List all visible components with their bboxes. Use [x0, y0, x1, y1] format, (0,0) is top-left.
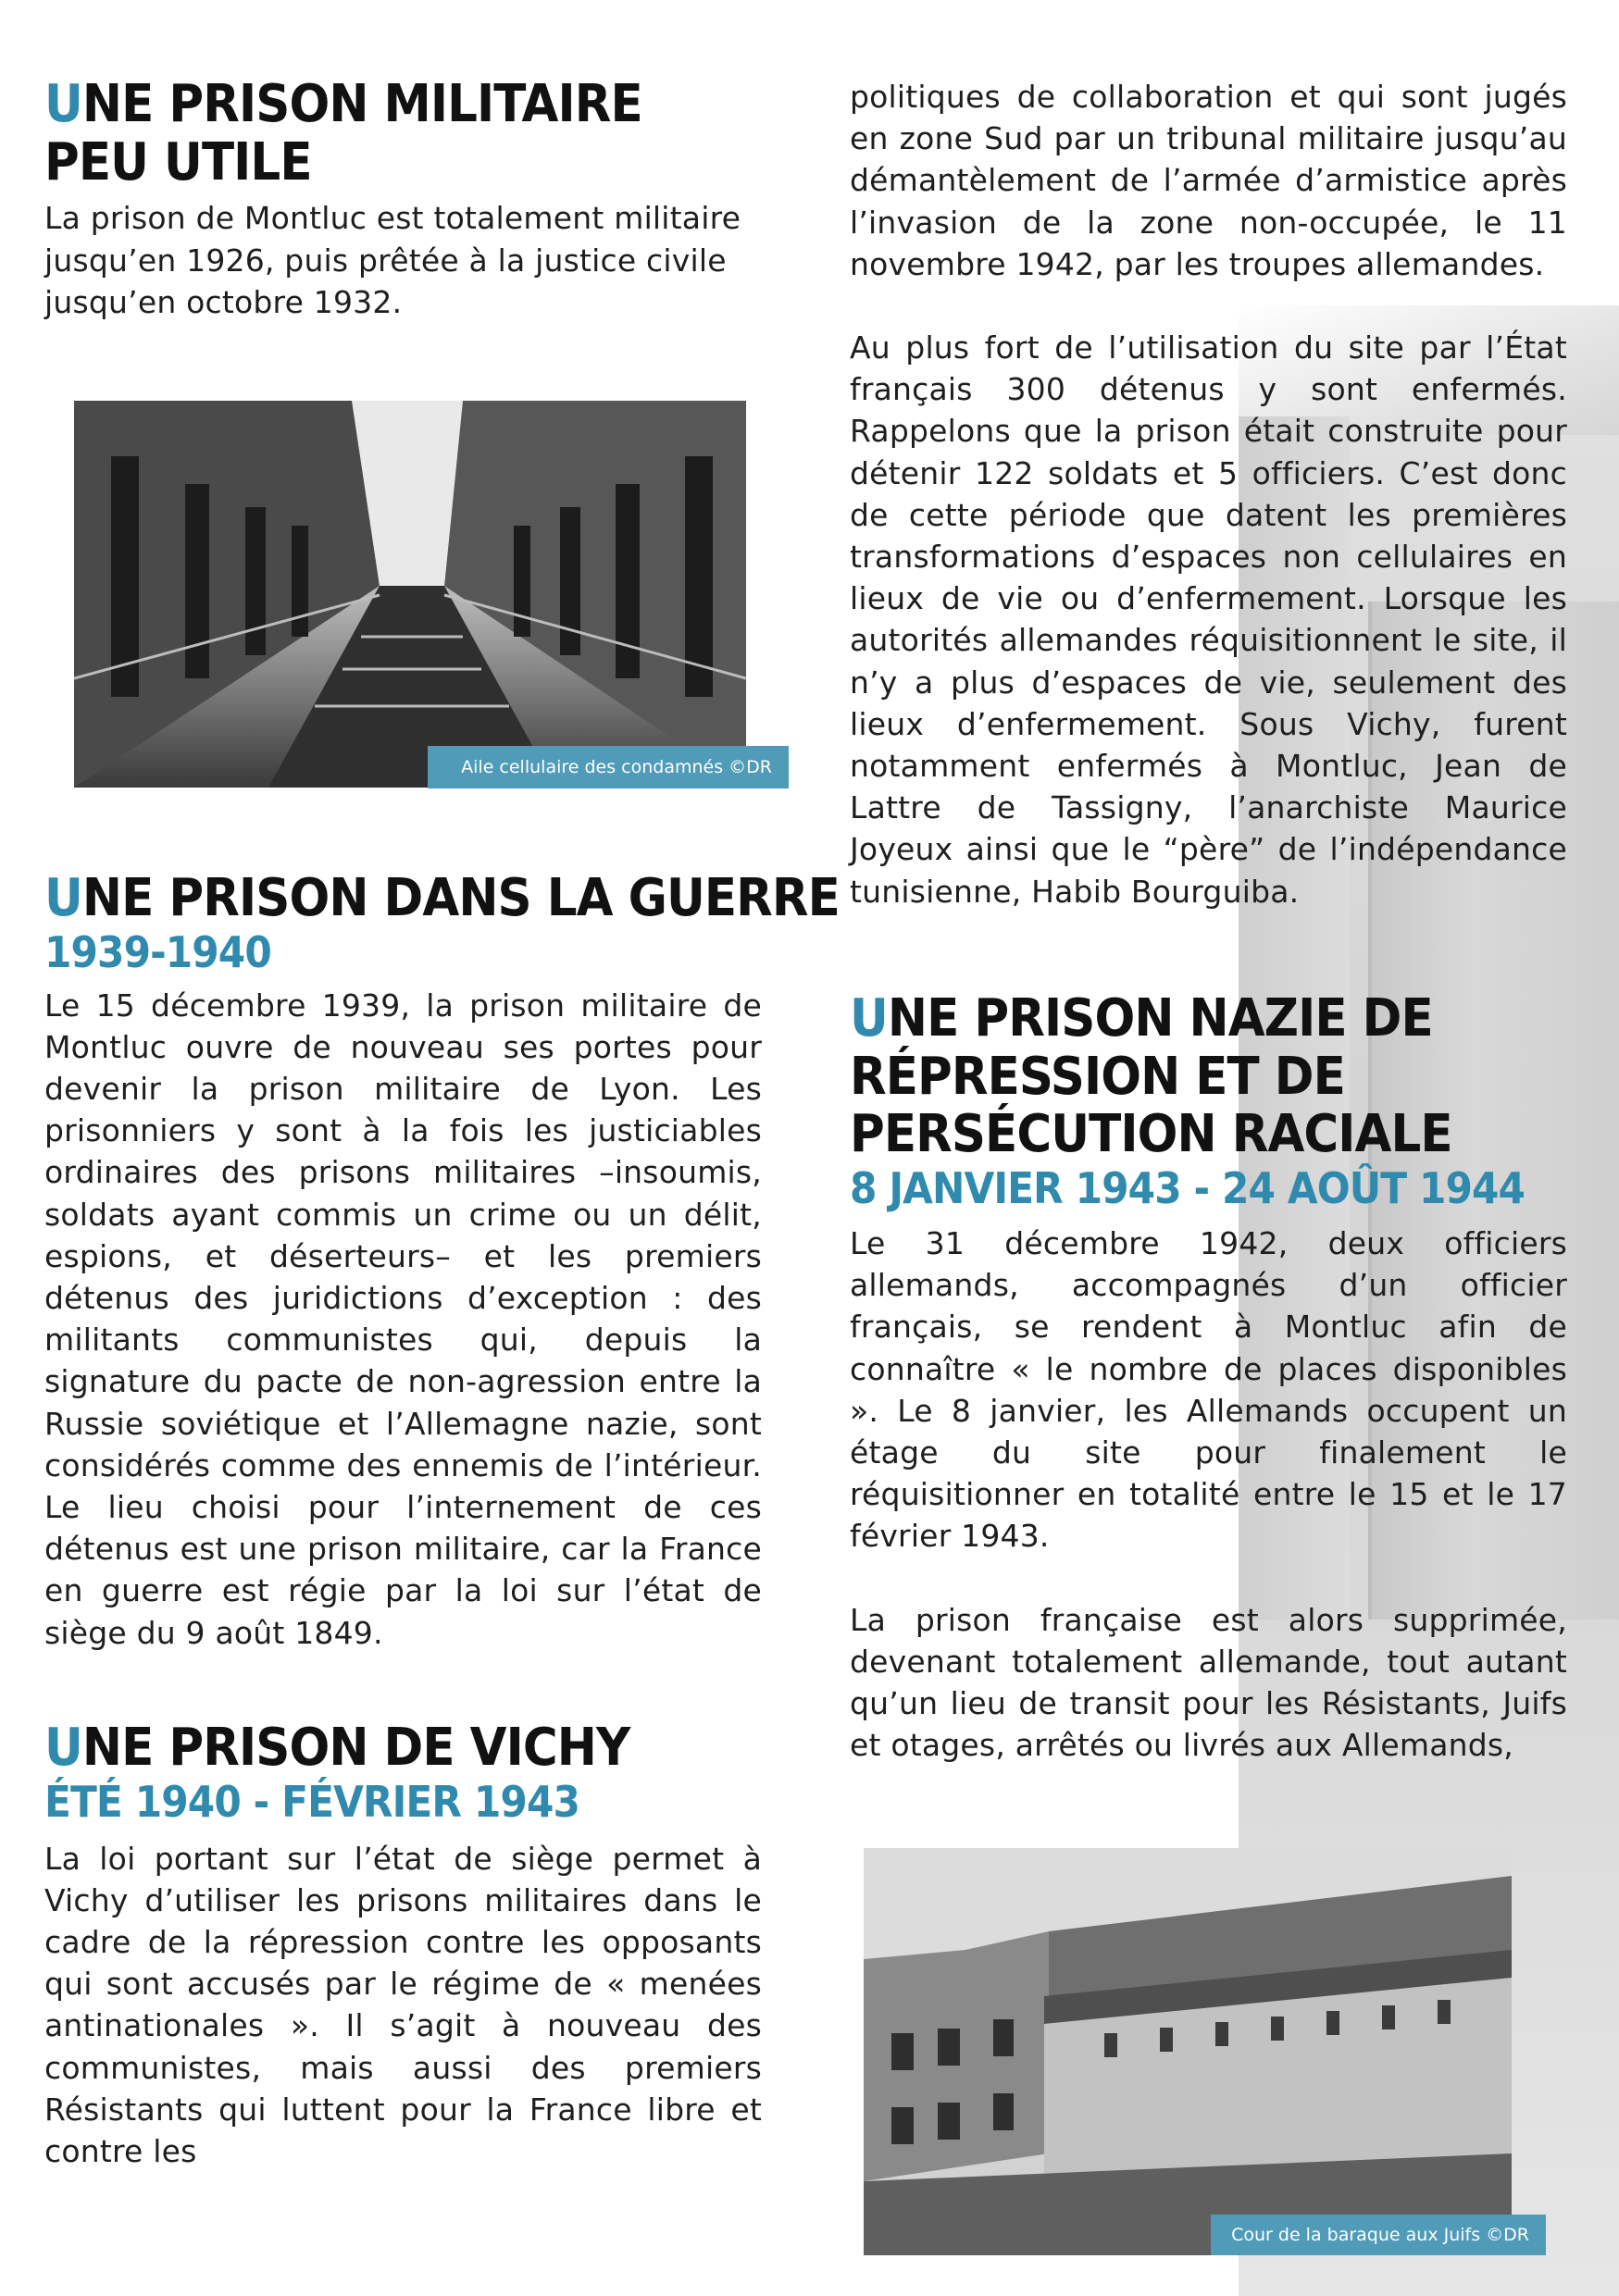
- section-prison-vichy: [44, 1719, 762, 2172]
- photo-caption: Aile cellulaire des condamnés ©DR: [428, 746, 789, 788]
- photo-courtyard: [864, 1848, 1512, 2255]
- section-title-line2: RÉPRESSION ET DE: [850, 1046, 1345, 1107]
- section-prison-guerre: [44, 868, 840, 1654]
- section-prison-nazie: [850, 990, 1567, 1766]
- section-title: UNE PRISON MILITAIRE: [44, 74, 642, 134]
- photo-cell-wing: [74, 401, 746, 788]
- section-subtitle: ÉTÉ 1940 - FÉVRIER 1943: [44, 1776, 580, 1827]
- section-body: La loi portant sur l’état de siège permet à Vichy d’utiliser les prisons militaires dans le cadre de la répression contre les opposants qui sont accusés par le régime de « menées antinationales ». Il s’agit à nouveau des communistes, mais aussi des premiers Résistants qui luttent pour la France libre et contre les: [44, 1840, 762, 2170]
- section-title: UNE PRISON NAZIE DE: [850, 988, 1433, 1049]
- section-body: Le 31 décembre 1942, deux officiers allemands, accompagnés d’un officier français, se rendent à Montluc afin de connaître « le nombre de places disponibles ». Le 8 janvier, les Allemands occupent un étage du site pour finalement le réquisitionner en totalité entre le 15 et le 17 février 1943.: [850, 1225, 1567, 1555]
- section-title-line3: PERSÉCUTION RACIALE: [850, 1104, 1452, 1165]
- corridor-image: [74, 401, 746, 788]
- section-body: La prison de Montluc est totalement militaire jusqu’en 1926, puis prêtée à la justice civile jusqu’en octobre 1932.: [44, 200, 741, 320]
- section-title-line2: PEU UTILE: [44, 131, 312, 192]
- section-title: UNE PRISON DE VICHY: [44, 1718, 630, 1778]
- section-body: politiques de collaboration et qui sont jugés en zone Sud par un tribunal militaire jusqu’au démantèlement de l’armée d’armistice après l’invasion de la zone non-occupée, le 11 novembre 1942, par les troupes allemandes.: [850, 79, 1567, 282]
- section-body-2: La prison française est alors supprimée, devenant totalement allemande, tout autant qu’un lieu de transit pour les Résistants, Juifs et otages, arrêtés ou livrés aux Allemands,: [850, 1601, 1567, 1764]
- section-vichy-continued: [850, 76, 1567, 912]
- section-body: Le 15 décembre 1939, la prison militaire de Montluc ouvre de nouveau ses portes pour devenir la prison militaire de Lyon. Les prisonniers y sont à la fois les justiciables ordinaires des prisons militaires –insoumis, soldats ayant commis un crime ou un délit, espions, et déserteurs– et les premiers détenus des juridictions d’exception : des militants communistes qui, depuis la signature du pacte de non-agression entre la Russie soviétique et l’Allemagne nazie, sont considérés comme des ennemis de l’intérieur. Le lieu choisi pour l’internement de ces détenus est une prison militaire, car la France en guerre est régie par la loi sur l’état de siège du 9 août 1849.: [44, 987, 762, 1651]
- courtyard-image: [864, 1848, 1512, 2255]
- section-body-2: Au plus fort de l’utilisation du site par l’État français 300 détenus y sont enfermés. Rappelons que la prison était construite pour détenir 122 soldats et 5 officiers. C’est donc de cette période que datent les premières transformations d’espaces non cellulaires en lieux de vie ou d’enfermement. Lorsque les autorités allemandes réquisitionnent le site, il n’y a plus d’espaces de vie, seulement des lieux d’enfermement. Sous Vichy, furent notamment enfermés à Montluc, Jean de Lattre de Tassigny, l’anarchiste Maurice Joyeux ainsi que le “père” de l’indépendance tunisienne, Habib Bourguiba.: [850, 329, 1567, 910]
- section-subtitle: 1939-1940: [44, 926, 271, 977]
- photo-caption: Cour de la baraque aux Juifs ©DR: [1211, 2215, 1546, 2255]
- section-title: UNE PRISON DANS LA GUERRE: [44, 868, 840, 928]
- section-subtitle: 8 JANVIER 1943 - 24 AOÛT 1944: [850, 1163, 1526, 1214]
- section-prison-militaire: [44, 76, 762, 323]
